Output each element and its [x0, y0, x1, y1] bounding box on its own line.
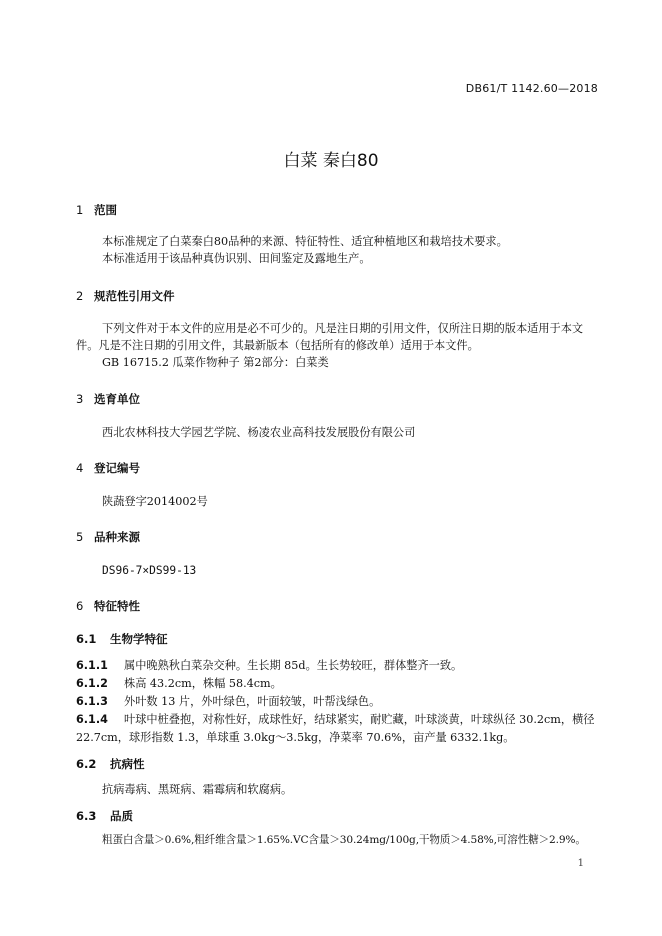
subsection-number: 6.2	[76, 757, 97, 771]
subsection-title: 品质	[110, 809, 133, 823]
paragraph: 本标准规定了白菜秦白80品种的来源、特征特性、适宜种植地区和栽培技术要求。	[102, 235, 508, 248]
section-heading-5	[76, 529, 140, 545]
normative-reference: GB 16715.2 瓜菜作物种子 第2部分：白菜类	[102, 356, 329, 369]
paragraph: 下列文件对于本文件的应用是必不可少的。凡是注日期的引用文件，仅所注日期的版本适用于本文	[102, 322, 584, 335]
clause-number: 6.1.3	[76, 695, 108, 708]
section-title: 选育单位	[94, 392, 140, 406]
clause-6-1-4	[76, 711, 594, 729]
section-number: 5	[76, 530, 84, 544]
paragraph: 件。凡是不注日期的引用文件，其最新版本（包括所有的修改单）适用于本文件。	[76, 339, 479, 352]
section-number: 3	[76, 392, 84, 406]
paragraph: 抗病毒病、黑斑病、霜霉病和软腐病。	[102, 783, 293, 796]
paragraph: 本标准适用于该品种真伪识别、田间鉴定及露地生产。	[102, 252, 371, 265]
paragraph: 西北农林科技大学园艺学院、杨凌农业高科技发展股份有限公司	[102, 426, 416, 439]
document-number: DB61/T 1142.60—2018	[465, 82, 598, 95]
clause-text: 株高 43.2cm，株幅 58.4cm。	[124, 677, 282, 690]
section-heading-1	[76, 202, 117, 218]
paragraph: 陕蔬登字2014002号	[102, 495, 208, 508]
document-title: 白菜 秦白80	[283, 151, 379, 171]
section-title: 范围	[94, 203, 117, 217]
paragraph: 粗蛋白含量＞0.6%,粗纤维含量＞1.65%.VC含量＞30.24mg/100g,干物质＞4.58%,可溶性糖＞2.9%。	[102, 834, 586, 846]
page-number: 1	[577, 858, 584, 869]
section-number: 2	[76, 289, 84, 303]
subsection-title: 生物学特征	[110, 632, 168, 646]
subsection-heading-6-1	[76, 631, 168, 647]
clause-number: 6.1.4	[76, 713, 108, 726]
section-title: 特征特性	[94, 599, 140, 613]
clause-text: 叶球中桩叠抱，对称性好，成球性好，结球紧实，耐贮藏，叶球淡黄，叶球纵径 30.2cm，横径	[124, 713, 595, 726]
section-heading-4	[76, 460, 140, 476]
subsection-title: 抗病性	[110, 757, 145, 771]
section-heading-6	[76, 598, 140, 614]
subsection-number: 6.1	[76, 632, 97, 646]
subsection-number: 6.3	[76, 809, 97, 823]
clause-6-1-3	[76, 693, 380, 711]
section-title: 登记编号	[94, 461, 140, 475]
section-title: 规范性引用文件	[94, 289, 175, 303]
paragraph: DS96-7×DS99-13	[102, 564, 197, 577]
section-number: 1	[76, 203, 84, 217]
section-number: 6	[76, 599, 84, 613]
subsection-heading-6-2	[76, 756, 145, 772]
clause-number: 6.1.1	[76, 659, 108, 672]
clause-text: 外叶数 13 片，外叶绿色，叶面较皱，叶帮浅绿色。	[124, 695, 381, 708]
section-number: 4	[76, 461, 84, 475]
section-title: 品种来源	[94, 530, 140, 544]
subsection-heading-6-3	[76, 808, 133, 824]
clause-6-1-2	[76, 675, 282, 693]
section-heading-2	[76, 288, 175, 304]
clause-number: 6.1.2	[76, 677, 108, 690]
clause-6-1-4-continued: 22.7cm，球形指数 1.3，单球重 3.0kg～3.5kg，净菜率 70.6%，亩产量 6332.1kg。	[76, 731, 515, 744]
clause-text: 属中晚熟秋白菜杂交种。生长期 85d。生长势较旺，群体整齐一致。	[124, 659, 463, 672]
clause-6-1-1	[76, 657, 462, 675]
section-heading-3	[76, 391, 140, 407]
